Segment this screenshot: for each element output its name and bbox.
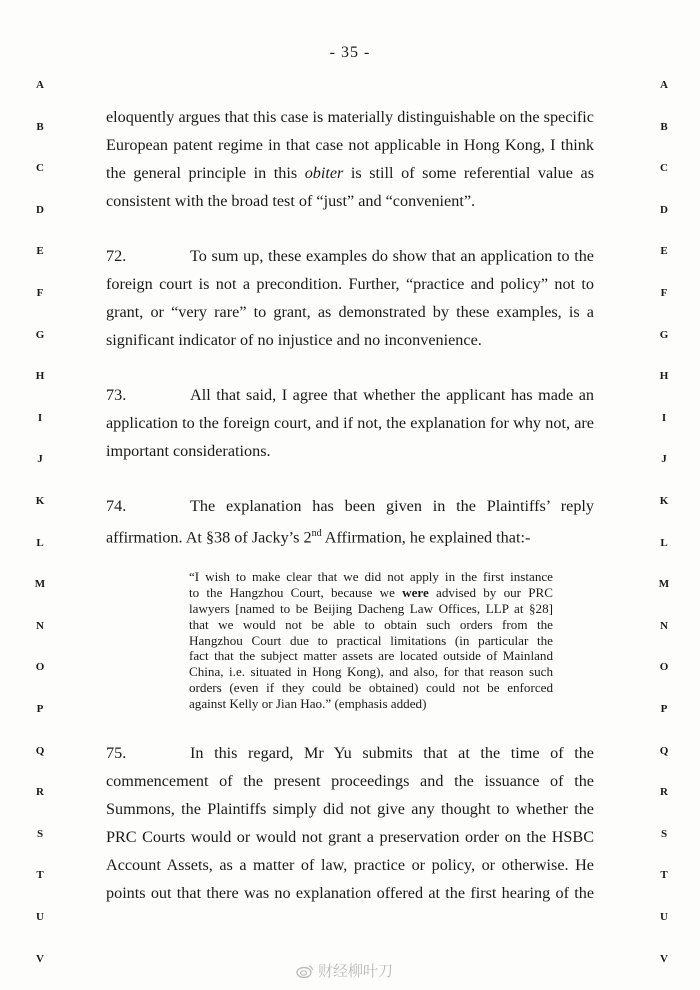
text-line — [106, 492, 594, 520]
quote-line: China, i.e. situated in Hong Kong), and also, for that reason such — [189, 664, 553, 680]
margin-letter-a: A — [36, 79, 44, 91]
paragraph-number: 72. — [106, 247, 127, 265]
margin-letter-n: N — [36, 619, 44, 632]
quote-line: “I wish to make clear that we did not apply in the first instance — [189, 569, 553, 584]
margin-letter-g: G — [659, 328, 669, 341]
margin-letter-k: K — [35, 495, 45, 507]
margin-letter-b: B — [36, 120, 44, 133]
margin-letter-o: O — [659, 661, 669, 674]
paragraph-75 — [106, 739, 594, 907]
quote-line: that we would not be able to obtain such orders from the — [189, 616, 553, 632]
margin-letter-p: P — [36, 703, 44, 715]
margin-letter-h: H — [35, 370, 45, 383]
text-line: significant indicator of no injustice and no inconvenience. — [106, 331, 482, 349]
margin-letter-f: F — [660, 287, 668, 299]
text-line: PRC Courts would or would not grant a preservation order on the HSBC — [106, 828, 594, 846]
margin-letter-j: J — [661, 453, 667, 466]
quote-line: fact that the subject matter assets are located outside of Mainland — [189, 648, 553, 664]
text-line: application to the foreign court, and if not, the explanation for why not, are — [106, 414, 594, 432]
margin-letter-q: Q — [659, 744, 669, 757]
text-fragment: Affirmation, he explained that:- — [321, 528, 531, 547]
paragraph-number: 75. — [106, 744, 127, 762]
text-fragment: In this regard, Mr Yu submits that at the time of the — [190, 744, 594, 762]
text-line: consistent with the broad test of “just” and “convenient”. — [106, 192, 476, 210]
superscript: nd — [311, 528, 322, 539]
margin-letter-t: T — [660, 869, 668, 882]
margin-letter-n: N — [660, 619, 668, 632]
margin-letter-k: K — [659, 495, 669, 507]
watermark-text: 财经柳叶刀 — [318, 962, 394, 980]
margin-letter-m: M — [34, 578, 46, 591]
text-line — [106, 381, 594, 409]
quote-line — [189, 585, 553, 601]
margin-letter-l: L — [660, 536, 668, 549]
margin-letter-j: J — [37, 453, 43, 466]
margin-letter-r: R — [36, 786, 44, 799]
margin-letter-g: G — [35, 328, 45, 341]
paragraph-number: 73. — [106, 386, 127, 404]
left-margin-letters — [30, 0, 50, 990]
block-quote — [189, 569, 553, 712]
text-line — [106, 520, 594, 548]
quote-line: orders (even if they could be obtained) could not be enforced — [189, 680, 553, 696]
text-line: important considerations. — [106, 442, 271, 460]
margin-letter-f: F — [36, 287, 44, 299]
text-fragment: is still of some referential value as — [343, 164, 594, 182]
weibo-icon — [296, 964, 314, 978]
continuation-paragraph — [106, 103, 594, 215]
margin-letter-s: S — [660, 827, 668, 840]
emphasis-word: were — [402, 584, 429, 600]
paragraph-73 — [106, 381, 594, 465]
text-fragment: advised by our PRC — [428, 584, 554, 600]
right-margin-letters — [654, 0, 674, 990]
margin-letter-v: V — [36, 952, 44, 965]
margin-letter-r: R — [660, 786, 668, 799]
margin-letter-e: E — [660, 245, 668, 258]
text-line: points out that there was no explanation offered at the first hearing of the — [106, 884, 594, 902]
margin-letter-u: U — [36, 911, 44, 923]
margin-letter-q: Q — [35, 744, 45, 757]
text-line: foreign court is not a precondition. Further, “practice and policy” not to — [106, 275, 594, 293]
text-line — [106, 159, 594, 187]
margin-letter-b: B — [660, 120, 668, 133]
quote-line: against Kelly or Jian Hao.” (emphasis added) — [189, 696, 427, 712]
text-fragment: to the Hangzhou Court, because we — [189, 584, 403, 600]
text-fragment: To sum up, these examples do show that an application to the — [190, 247, 594, 265]
quote-line: Hangzhou Court due to practical limitations (in particular the — [189, 632, 553, 648]
paragraph-74 — [106, 492, 594, 548]
margin-letter-p: P — [660, 703, 668, 715]
margin-letter-e: E — [36, 245, 44, 258]
page-number: - 35 - — [329, 44, 371, 61]
margin-letter-i: I — [661, 411, 667, 424]
text-line: commencement of the present proceedings and the issuance of the — [106, 772, 594, 790]
text-line: eloquently argues that this case is materially distinguishable on the specific — [106, 108, 594, 126]
text-fragment: the general principle in this — [106, 164, 305, 182]
margin-letter-i: I — [37, 411, 43, 424]
margin-letter-l: L — [36, 536, 44, 549]
margin-letter-u: U — [660, 911, 668, 923]
text-line: Account Assets, as a matter of law, practice or policy, or otherwise. He — [106, 856, 594, 874]
text-fragment: affirmation. At §38 of Jacky’s 2 — [106, 528, 312, 547]
paragraph-72 — [106, 242, 594, 354]
margin-letter-d: D — [660, 203, 668, 216]
margin-letter-v: V — [660, 952, 668, 965]
margin-letter-s: S — [36, 827, 44, 840]
margin-letter-c: C — [660, 162, 668, 175]
quote-line: lawyers [named to be Beijing Dacheng Law Offices, LLP at §28] — [189, 600, 553, 616]
text-line: Summons, the Plaintiffs simply did not give any thought to whether the — [106, 800, 594, 818]
margin-letter-d: D — [36, 203, 44, 216]
margin-letter-a: A — [660, 79, 668, 91]
text-fragment: The explanation has been given in the Plaintiffs’ reply — [190, 497, 594, 515]
margin-letter-c: C — [36, 162, 44, 175]
text-fragment: All that said, I agree that whether the applicant has made an — [190, 386, 594, 404]
text-line — [106, 739, 594, 767]
margin-letter-t: T — [36, 869, 44, 882]
watermark — [296, 960, 393, 981]
text-line: European patent regime in that case not applicable in Hong Kong, I think — [106, 136, 594, 154]
text-line — [106, 242, 594, 270]
margin-letter-m: M — [658, 578, 670, 591]
paragraph-number: 74. — [106, 497, 127, 515]
italic-term: obiter — [304, 164, 344, 182]
margin-letter-h: H — [659, 370, 669, 383]
margin-letter-o: O — [35, 661, 45, 674]
text-line: grant, or “very rare” to grant, as demonstrated by these examples, is a — [106, 303, 594, 321]
